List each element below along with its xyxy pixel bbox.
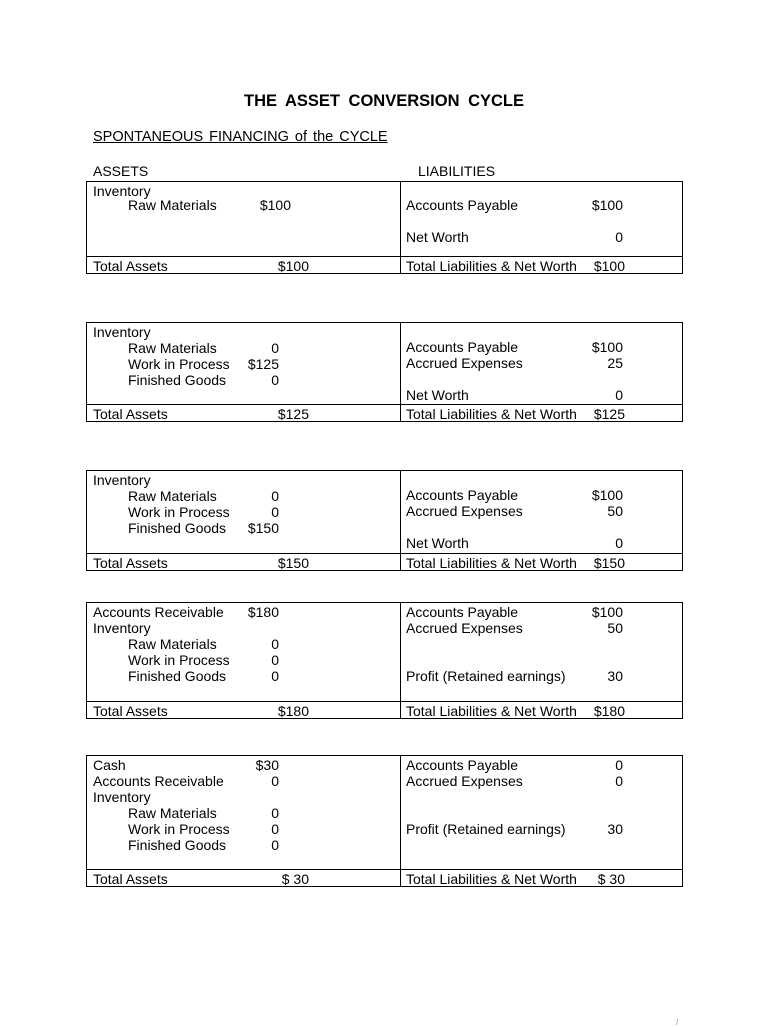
asset-value: 0 <box>271 805 279 821</box>
liability-value: 25 <box>607 355 623 371</box>
liability-label: Net Worth <box>406 229 469 245</box>
asset-label: Accounts Receivable <box>93 604 224 620</box>
balance-sheet-1 <box>86 181 683 274</box>
liability-value: $100 <box>591 487 623 503</box>
asset-value: $180 <box>247 604 279 620</box>
liability-label: Accrued Expenses <box>406 773 523 789</box>
asset-label: Work in Process <box>128 504 230 520</box>
liability-value: 0 <box>615 773 623 789</box>
asset-value: 0 <box>271 488 279 504</box>
total-liabilities-value: $150 <box>593 555 625 571</box>
asset-label: Raw Materials <box>128 636 217 652</box>
total-liabilities-label: Total Liabilities & Net Worth <box>406 871 577 887</box>
asset-label: Work in Process <box>128 652 230 668</box>
asset-label: Raw Materials <box>128 488 217 504</box>
liability-label: Accounts Payable <box>406 197 519 213</box>
liability-label: Accounts Payable <box>406 604 519 620</box>
column-divider <box>400 756 401 886</box>
asset-value: 0 <box>271 636 279 652</box>
total-liabilities-value: $100 <box>593 258 625 274</box>
balance-sheet-2 <box>86 322 683 422</box>
total-assets-label: Total Assets <box>93 703 168 719</box>
asset-label: Work in Process <box>128 356 230 372</box>
asset-label: Inventory <box>93 324 151 340</box>
total-liabilities-label: Total Liabilities & Net Worth <box>406 406 577 422</box>
total-assets-value: $ 30 <box>281 871 309 887</box>
asset-value: $125 <box>247 356 279 372</box>
liability-label: Accrued Expenses <box>406 503 523 519</box>
asset-label: Cash <box>93 757 126 773</box>
total-assets-value: $150 <box>277 555 309 571</box>
total-liabilities-label: Total Liabilities & Net Worth <box>406 555 577 571</box>
liability-value: 0 <box>615 387 623 403</box>
asset-label: Raw Materials <box>128 197 217 213</box>
liability-label: Accounts Payable <box>406 757 519 773</box>
asset-label: Finished Goods <box>128 837 227 853</box>
total-liabilities-value: $125 <box>593 406 625 422</box>
total-assets-label: Total Assets <box>93 871 168 887</box>
total-divider <box>87 404 682 405</box>
asset-label: Finished Goods <box>128 668 227 684</box>
liability-value: 30 <box>607 821 623 837</box>
balance-sheet-5 <box>86 755 683 887</box>
liability-label: Accounts Payable <box>406 339 519 355</box>
liability-value: 50 <box>607 620 623 636</box>
total-liabilities-value: $ 30 <box>597 871 625 887</box>
asset-value: 0 <box>271 773 279 789</box>
liability-value: 0 <box>615 535 623 551</box>
asset-label: Raw Materials <box>128 805 217 821</box>
liability-value: 50 <box>607 503 623 519</box>
liability-value: 0 <box>615 229 623 245</box>
asset-label: Finished Goods <box>128 372 227 388</box>
total-divider <box>87 701 682 702</box>
column-divider <box>400 323 401 421</box>
asset-value: 0 <box>271 668 279 684</box>
liability-label: Accrued Expenses <box>406 355 523 371</box>
liability-value: 0 <box>615 757 623 773</box>
liability-label: Profit (Retained earnings) <box>406 668 566 684</box>
liability-value: $100 <box>591 197 623 213</box>
column-divider <box>400 471 401 570</box>
asset-value: $150 <box>247 520 279 536</box>
total-assets-label: Total Assets <box>93 258 168 274</box>
section-subtitle: SPONTANEOUS FINANCING of the CYCLE <box>93 129 388 145</box>
asset-label: Raw Materials <box>128 340 217 356</box>
asset-label: Inventory <box>93 789 151 805</box>
asset-value: $100 <box>259 197 291 213</box>
asset-label: Inventory <box>93 620 151 636</box>
asset-label: Finished Goods <box>128 520 227 536</box>
total-assets-label: Total Assets <box>93 555 168 571</box>
asset-value: 0 <box>271 504 279 520</box>
column-divider <box>400 182 401 273</box>
liability-label: Accounts Payable <box>406 487 519 503</box>
asset-label: Inventory <box>93 472 151 488</box>
corner-mark: / <box>676 1018 679 1027</box>
liability-label: Accrued Expenses <box>406 620 523 636</box>
page-title: THE ASSET CONVERSION CYCLE <box>243 92 524 110</box>
asset-label: Work in Process <box>128 821 230 837</box>
total-assets-value: $125 <box>277 406 309 422</box>
balance-sheet-4 <box>86 602 683 719</box>
asset-value: 0 <box>271 821 279 837</box>
liability-value: $100 <box>591 339 623 355</box>
total-divider <box>87 256 682 257</box>
asset-value: 0 <box>271 340 279 356</box>
total-assets-value: $100 <box>277 258 309 274</box>
assets-header: ASSETS <box>93 163 149 179</box>
total-assets-value: $180 <box>277 703 309 719</box>
liabilities-header: LIABILITIES <box>418 163 496 179</box>
total-liabilities-label: Total Liabilities & Net Worth <box>406 703 577 719</box>
liability-value: $100 <box>591 604 623 620</box>
total-divider <box>87 869 682 870</box>
balance-sheet-3 <box>86 470 683 571</box>
liability-label: Profit (Retained earnings) <box>406 821 566 837</box>
total-divider <box>87 553 682 554</box>
asset-value: $30 <box>255 757 279 773</box>
asset-value: 0 <box>271 372 279 388</box>
asset-value: 0 <box>271 652 279 668</box>
total-liabilities-label: Total Liabilities & Net Worth <box>406 258 577 274</box>
asset-value: 0 <box>271 837 279 853</box>
total-assets-label: Total Assets <box>93 406 168 422</box>
asset-label: Accounts Receivable <box>93 773 224 789</box>
liability-value: 30 <box>607 668 623 684</box>
total-liabilities-value: $180 <box>593 703 625 719</box>
liability-label: Net Worth <box>406 387 469 403</box>
liability-label: Net Worth <box>406 535 469 551</box>
asset-label: Inventory <box>93 183 151 199</box>
